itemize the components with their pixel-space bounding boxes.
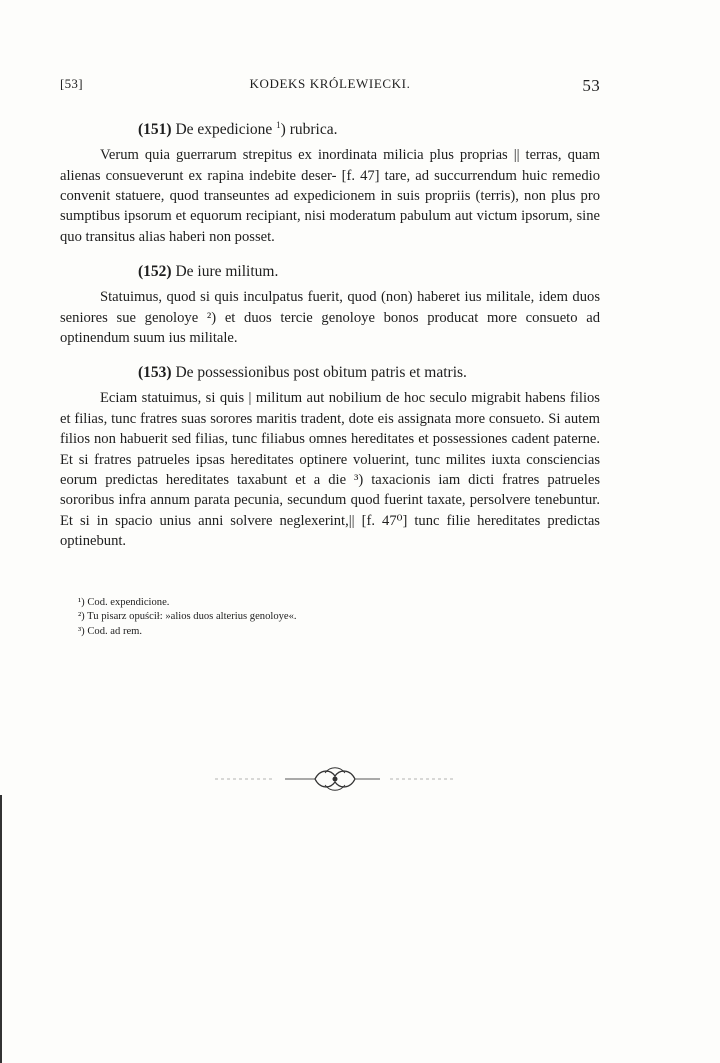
- footnote-1: ¹) Cod. expendicione.: [78, 596, 170, 608]
- section-151-title-end: ) rubrica.: [280, 121, 338, 139]
- section-152-text: [60, 287, 600, 348]
- section-151-text: [60, 145, 600, 247]
- section-151-title: [60, 114, 600, 141]
- footnote-2: ²) Tu pisarz opuścił: »alios duos alterius genoloye«.: [78, 611, 297, 623]
- section-151-title-text: De expedicione: [171, 121, 277, 139]
- section-152-paragraph: Statuimus, quod si quis inculpatus fuerit, quod (non) haberet ius militale, idem duos seniores sue genoloye ²) et duos tercie genoloye bonos producat more consueto ad optinendum suum ius militale.: [60, 289, 600, 346]
- section-153-title: [60, 362, 600, 384]
- section-153-number: (153): [138, 364, 172, 382]
- page: [60, 70, 600, 639]
- footnote-ref-1: 1: [276, 120, 281, 130]
- section-152-title-text: De iure militum.: [171, 263, 279, 281]
- section-151-number: (151): [138, 121, 172, 139]
- scan-edge-mark: [0, 795, 2, 1063]
- section-153-paragraph: Eciam statuimus, si quis | militum aut nobilium de hoc seculo migrabit habens filios et filias, tunc fratres suas sorores maritis tradent, dote eis assignata more consueto. Si autem filios non habuerit sed filias, tunc filiabus omnes hereditates et possessiones cadent paterne. Et si fratres patrueles ipsas hereditates optinere voluerint, tunc milites iuxta consciencias eorum predictas hereditates taxabunt et a die ³) taxacionis iam dicti fratres patrueles sororibus infra annum parata pecunia, secundum quod fuerint taxate, persolvere tenebuntur. Et si in spacio unius anni solvere neglexerint,|| [f. 47⁰] tunc filie hereditates predictas optinebunt.: [60, 390, 600, 550]
- header-title: KODEKS KRÓLEWIECKI.: [249, 76, 411, 91]
- section-153-title-text: De possessionibus post obitum patris et matris.: [171, 364, 467, 382]
- page-number: 53: [582, 76, 600, 95]
- header-left-page-ref: [53]: [60, 76, 83, 91]
- footnote-3: ³) Cod. ad rem.: [78, 625, 143, 637]
- section-152-number: (152): [138, 263, 172, 281]
- section-151-paragraph: Verum quia guerrarum strepitus ex inordinata milicia plus proprias || terras, quam alienas consueverunt ex rapina indebite deser- [f. 47] tare, ad succurrendum huic remedio convenit statuere, quod transeuntes ad expedicionem in suis propriis (terris), non plus pro sumptibus ipsorum et equorum recipiant, nisi moderatum pabulum aut victum ipsorum, sine quo transitus alias haberi non posset.: [60, 147, 600, 245]
- footnotes: [60, 596, 600, 640]
- section-152-title: [60, 261, 600, 283]
- running-head: [60, 70, 600, 94]
- ornament-divider-icon: [215, 764, 465, 794]
- section-153-text: [60, 388, 600, 551]
